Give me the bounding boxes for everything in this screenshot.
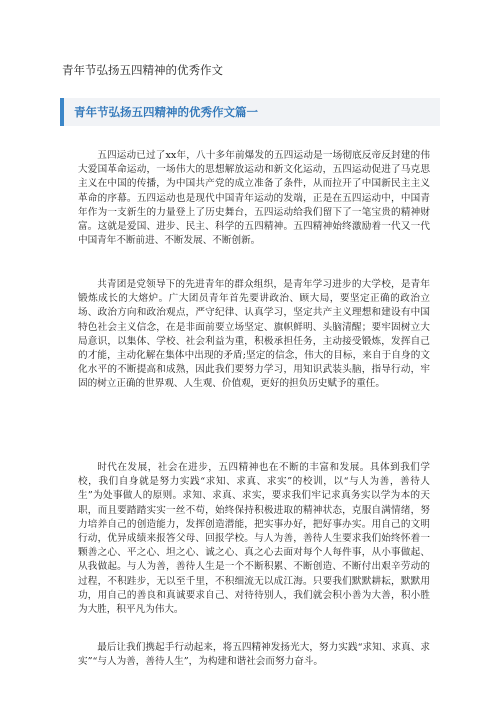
paragraph-1: 五四运动已过了xx年，八十多年前爆发的五四运动是一场彻底反帝反封建的伟大爱国革命运动，一场伟大的思想解放运动和新文化运动，五四运动促进了马克思主义在中国的传播，为中国共产党的成立准备了条件，从而拉开了中国新民主主义革命的序幕。五四运动也是现代中国青年运动的发端，正是在五四运动中，中国青年作为一支新生的力量登上了历史舞台，五四运动给我们留下了一笔宝贵的精神财富。这就是爱国、进步、民主、科学的五四精神。五四精神始终激励着一代又一代中国青年不断前进、不断发展、不断创新。: [78, 150, 430, 247]
paragraph-2: 共青团是党领导下的先进青年的群众组织，是青年学习进步的大学校，是青年锻炼成长的大熔炉。广大团员青年首先要讲政治、顾大局，要坚定正确的政治立场、政治方向和政治观点，严守纪律、认真学习，坚定共产主义理想和建设有中国特色社会主义信念，在是非面前要立场坚定、旗帜鲜明、头脑清醒；要牢固树立大局意识，以集体、学校、社会利益为重，积极承担任务，主动接受锻炼，发挥自己的才能，主动化解在集体中出现的矛盾;坚定的信念，伟大的目标，来自于自身的文化水平的不断提高和成熟，因此我们要努力学习，用知识武装头脑，指导行动，牢固的树立正确的世界观、人生观、价值观，更好的担负历史赋予的重任。: [78, 279, 430, 390]
section-title: 青年节弘扬五四精神的优秀作文篇一: [74, 105, 258, 119]
paragraph-3: 时代在发展，社会在进步，五四精神也在不断的丰富和发展。具体到我们学校，我们自身就是努力实践“求知、求真、求实”的校训，以“与人为善，善待人生”为处事做人的原则。求知、求真、求实，要求我们牢记求真务实以学为本的天职，而且要踏踏实实一丝不苟，始终保持积极进取的精神状态，克服自满情绪，努力培养自己的创造能力，发挥创造潜能，把实事办好，把好事办实。用自己的文明行动，优异成绩来报答父母、回报学校。与人为善，善待人生要求我们始终怀着一颗善之心、平之心、坦之心、诚之心、真之心去面对每个人每件事，从小事做起、从我做起。与人为善，善待人生是一个不断积累、不断创造、不断付出艰辛劳动的过程，不积跬步，无以至千里，不积细流无以成江海。只要我们默默耕耘，默默用功，用自己的善良和真诚要求自己、对待待别人，我们就会积小善为大善，积小胜为大胜，积平凡为伟大。: [78, 462, 430, 616]
paragraph-4: 最后让我们携起手行动起来，将五四精神发扬光大，努力实践“求知、求真、求实”“与人为善，善待人生”，为构建和谐社会而努力奋斗。: [78, 642, 430, 668]
document-title: 青年节弘扬五四精神的优秀作文: [62, 63, 223, 77]
section-header: [60, 98, 440, 126]
